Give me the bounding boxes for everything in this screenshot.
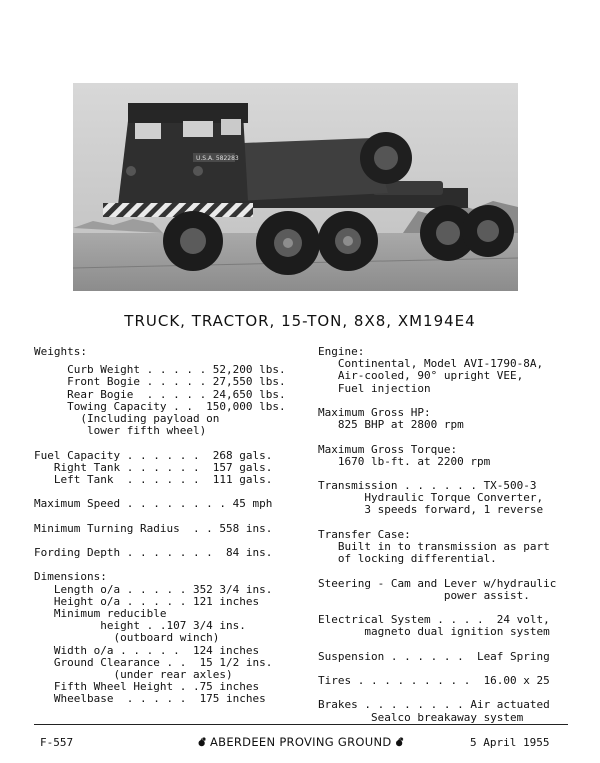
spec-line: Curb Weight . . . . . 52,200 lbs.: [34, 363, 286, 377]
spec-line: Brakes . . . . . . . . Air actuated: [318, 698, 550, 712]
spec-line: Sealco breakaway system: [318, 710, 524, 724]
bumper-plate: U.S.A. 582283: [196, 155, 239, 162]
spec-line: Maximum Speed . . . . . . . . 45 mph: [34, 497, 273, 511]
spec-line: [318, 431, 576, 443]
ordnance-bomb-icon: 💣︎: [198, 735, 206, 749]
spec-line: 825 BHP at 2800 rpm: [318, 418, 464, 432]
spec-line: power assist.: [318, 588, 530, 602]
spec-line: (under rear axles): [34, 667, 233, 681]
page-footer: [0, 734, 600, 750]
spec-line: Engine:: [318, 345, 365, 358]
document-number: F-557: [40, 736, 74, 749]
ordnance-bomb-icon: 💣︎: [395, 735, 404, 749]
spec-line: Ground Clearance . . 15 1/2 ins.: [34, 655, 273, 669]
spec-line: lower fifth wheel): [34, 424, 207, 438]
spec-line: magneto dual ignition system: [318, 625, 550, 639]
truck-illustration: [73, 83, 518, 291]
spec-line: Air-cooled, 90° upright VEE,: [318, 369, 524, 383]
spec-line: [318, 639, 576, 651]
footer-rule: [34, 724, 568, 725]
spec-line: Continental, Model AVI-1790-8A,: [318, 357, 544, 371]
spec-line: Maximum Gross HP:: [318, 405, 431, 419]
spec-line: [318, 517, 576, 529]
spec-line: Dimensions:: [34, 570, 107, 584]
spec-line: Suspension . . . . . . Leaf Spring: [318, 649, 550, 663]
spec-line: Maximum Gross Torque:: [318, 442, 458, 456]
spec-line: Electrical System . . . . 24 volt,: [318, 613, 550, 627]
spec-line: Fording Depth . . . . . . . 84 ins.: [34, 546, 273, 559]
spec-line: Length o/a . . . . . 352 3/4 ins.: [34, 582, 273, 596]
spec-line: Right Tank . . . . . . 157 gals.: [34, 460, 273, 474]
spec-line: [34, 510, 302, 522]
spec-line: Fuel Capacity . . . . . . 268 gals.: [34, 448, 273, 462]
right-spec-column: [318, 346, 576, 724]
spec-line: of locking differential.: [318, 552, 497, 566]
spec-line: Left Tank . . . . . . 111 gals.: [34, 472, 273, 486]
spec-line: Hydraulic Torque Converter,: [318, 491, 544, 505]
spec-line: Minimum reducible: [34, 606, 167, 620]
spec-line: [34, 437, 302, 449]
spec-line: Fifth Wheel Height . .75 inches: [34, 680, 260, 694]
spec-line: height . .107 3/4 ins.: [34, 619, 246, 633]
left-spec-column: [34, 346, 302, 705]
spec-line: Steering - Cam and Lever w/hydraulic: [318, 576, 557, 590]
spec-line: Minimum Turning Radius . . 558 ins.: [34, 521, 273, 535]
page-title: TRUCK, TRACTOR, 15-TON, 8X8, XM194E4: [124, 312, 476, 330]
spec-line: Transfer Case:: [318, 527, 411, 541]
truck-photo: [73, 83, 518, 291]
footer-title: [198, 735, 404, 750]
document-date: 5 April 1955: [470, 736, 550, 749]
spec-line: (Including payload on: [34, 411, 220, 425]
spec-line: Built in to transmission as part: [318, 540, 550, 553]
spec-line: Width o/a . . . . . 124 inches: [34, 643, 260, 657]
spec-line: Wheelbase . . . . . 175 inches: [34, 692, 266, 706]
organization-name: ABERDEEN PROVING GROUND: [209, 735, 392, 749]
spec-line: Height o/a . . . . . 121 inches: [34, 594, 260, 608]
spec-line: Fuel injection: [318, 381, 431, 395]
spec-line: 3 speeds forward, 1 reverse: [318, 503, 544, 517]
spec-line: Rear Bogie . . . . . 24,650 lbs.: [34, 387, 286, 401]
spec-line: [318, 565, 576, 577]
spec-line: 1670 lb-ft. at 2200 rpm: [318, 454, 491, 468]
spec-line: (outboard winch): [34, 631, 220, 645]
spec-line: Towing Capacity . . 150,000 lbs.: [34, 399, 286, 413]
spec-line: Weights:: [34, 345, 87, 358]
spec-line: Tires . . . . . . . . . 16.00 x 25: [318, 674, 550, 688]
spec-line: Transmission . . . . . . TX-500-3: [318, 479, 537, 493]
spec-line: Front Bogie . . . . . 27,550 lbs.: [34, 375, 286, 389]
